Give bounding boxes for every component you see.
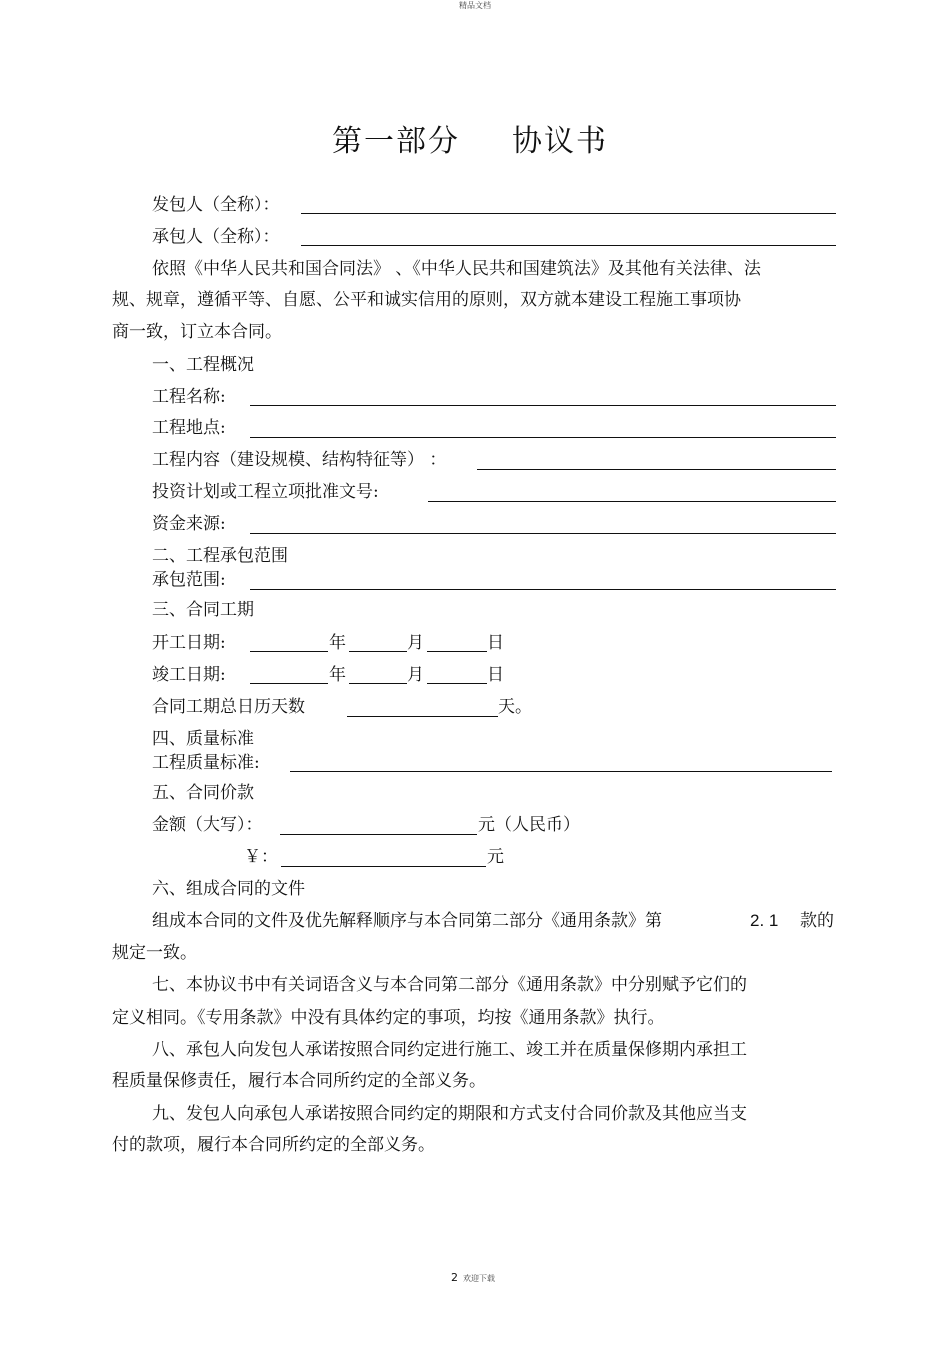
end-month-field[interactable] bbox=[349, 683, 407, 684]
section-9-line-2: 付的款项，履行本合同所约定的全部义务。 bbox=[112, 1135, 435, 1155]
scope-label: 承包范围: bbox=[152, 570, 226, 590]
quality-standard-field[interactable] bbox=[290, 771, 832, 772]
amount-words-field[interactable] bbox=[280, 834, 477, 835]
section-8-line-2: 程质量保修责任，履行本合同所约定的全部义务。 bbox=[112, 1071, 486, 1091]
contractor-field[interactable] bbox=[301, 245, 836, 246]
start-date-label: 开工日期: bbox=[152, 633, 226, 653]
funding-source-label: 资金来源: bbox=[152, 514, 226, 534]
total-days-unit: 天。 bbox=[498, 697, 532, 717]
end-year-field[interactable] bbox=[250, 683, 328, 684]
project-content-label: 工程内容（建设规模、结构特征等） ： bbox=[152, 450, 447, 470]
section-9-line-1: 九、发包人向承包人承诺按照合同约定的期限和方式支付合同价款及其他应当支 bbox=[152, 1104, 747, 1124]
section-6-line-1: 组成本合同的文件及优先解释顺序与本合同第二部分《通用条款》第 bbox=[152, 911, 662, 931]
section-6-heading: 六、组成合同的文件 bbox=[152, 879, 305, 899]
section-6-line-2: 规定一致。 bbox=[112, 943, 197, 963]
amount-figures-unit: 元 bbox=[487, 847, 504, 867]
end-month-unit: 月 bbox=[407, 665, 424, 685]
project-content-field[interactable] bbox=[477, 469, 836, 470]
intro-line-3: 商一致，订立本合同。 bbox=[112, 322, 282, 342]
section-8-line-1: 八、承包人向发包人承诺按照合同约定进行施工、竣工并在质量保修期内承担工 bbox=[152, 1040, 747, 1060]
start-year-unit: 年 bbox=[329, 633, 346, 653]
section-1-heading: 一、工程概况 bbox=[152, 355, 254, 375]
section-5-heading: 五、合同价款 bbox=[152, 783, 254, 803]
project-location-label: 工程地点: bbox=[152, 418, 226, 438]
start-year-field[interactable] bbox=[250, 651, 328, 652]
total-days-field[interactable] bbox=[347, 716, 498, 717]
funding-source-field[interactable] bbox=[250, 533, 836, 534]
end-day-field[interactable] bbox=[427, 683, 487, 684]
approval-number-label: 投资计划或工程立项批准文号: bbox=[152, 482, 379, 502]
employer-label: 发包人（全称）： bbox=[152, 195, 280, 215]
quality-standard-label: 工程质量标准: bbox=[152, 753, 260, 773]
title-name: 协议书 bbox=[512, 124, 608, 159]
page-header: 精品文档 bbox=[459, 1, 491, 10]
section-7-line-1: 七、本协议书中有关词语含义与本合同第二部分《通用条款》中分别赋予它们的 bbox=[152, 975, 747, 995]
page-footer: 欢迎下载 bbox=[463, 1274, 495, 1283]
page-number: 2 bbox=[451, 1271, 458, 1284]
section-4-heading: 四、质量标准 bbox=[152, 729, 254, 749]
approval-number-field[interactable] bbox=[428, 501, 836, 502]
section-2-heading: 二、工程承包范围 bbox=[152, 546, 288, 566]
start-day-field[interactable] bbox=[427, 651, 487, 652]
end-day-unit: 日 bbox=[487, 665, 504, 685]
intro-line-1: 依照《中华人民共和国合同法》 、《中华人民共和国建筑法》及其他有关法律、法 bbox=[152, 259, 761, 279]
section-3-heading: 三、合同工期 bbox=[152, 600, 254, 620]
project-location-field[interactable] bbox=[250, 437, 836, 438]
scope-field[interactable] bbox=[250, 589, 836, 590]
project-name-field[interactable] bbox=[250, 405, 836, 406]
intro-line-2: 规、规章，遵循平等、自愿、公平和诚实信用的原则，双方就本建设工程施工事项协 bbox=[112, 290, 741, 310]
project-name-label: 工程名称: bbox=[152, 387, 226, 407]
amount-figures-label: ￥： bbox=[244, 847, 278, 867]
start-month-field[interactable] bbox=[349, 651, 407, 652]
end-year-unit: 年 bbox=[329, 665, 346, 685]
start-day-unit: 日 bbox=[487, 633, 504, 653]
section-6-tail: 款的 bbox=[800, 911, 834, 931]
amount-words-label: 金额（大写）： bbox=[152, 815, 263, 835]
contractor-label: 承包人（全称）： bbox=[152, 227, 280, 247]
section-6-clause: 2. 1 bbox=[750, 911, 779, 930]
employer-field[interactable] bbox=[301, 213, 836, 214]
end-date-label: 竣工日期: bbox=[152, 665, 226, 685]
title-part: 第一部分 bbox=[332, 124, 460, 159]
amount-figures-field[interactable] bbox=[281, 866, 486, 867]
total-days-label: 合同工期总日历天数 bbox=[152, 697, 305, 717]
section-7-line-2: 定义相同。《专用条款》中没有具体约定的事项，均按《通用条款》执行。 bbox=[112, 1008, 665, 1028]
amount-words-unit: 元（人民币） bbox=[478, 815, 580, 835]
start-month-unit: 月 bbox=[407, 633, 424, 653]
